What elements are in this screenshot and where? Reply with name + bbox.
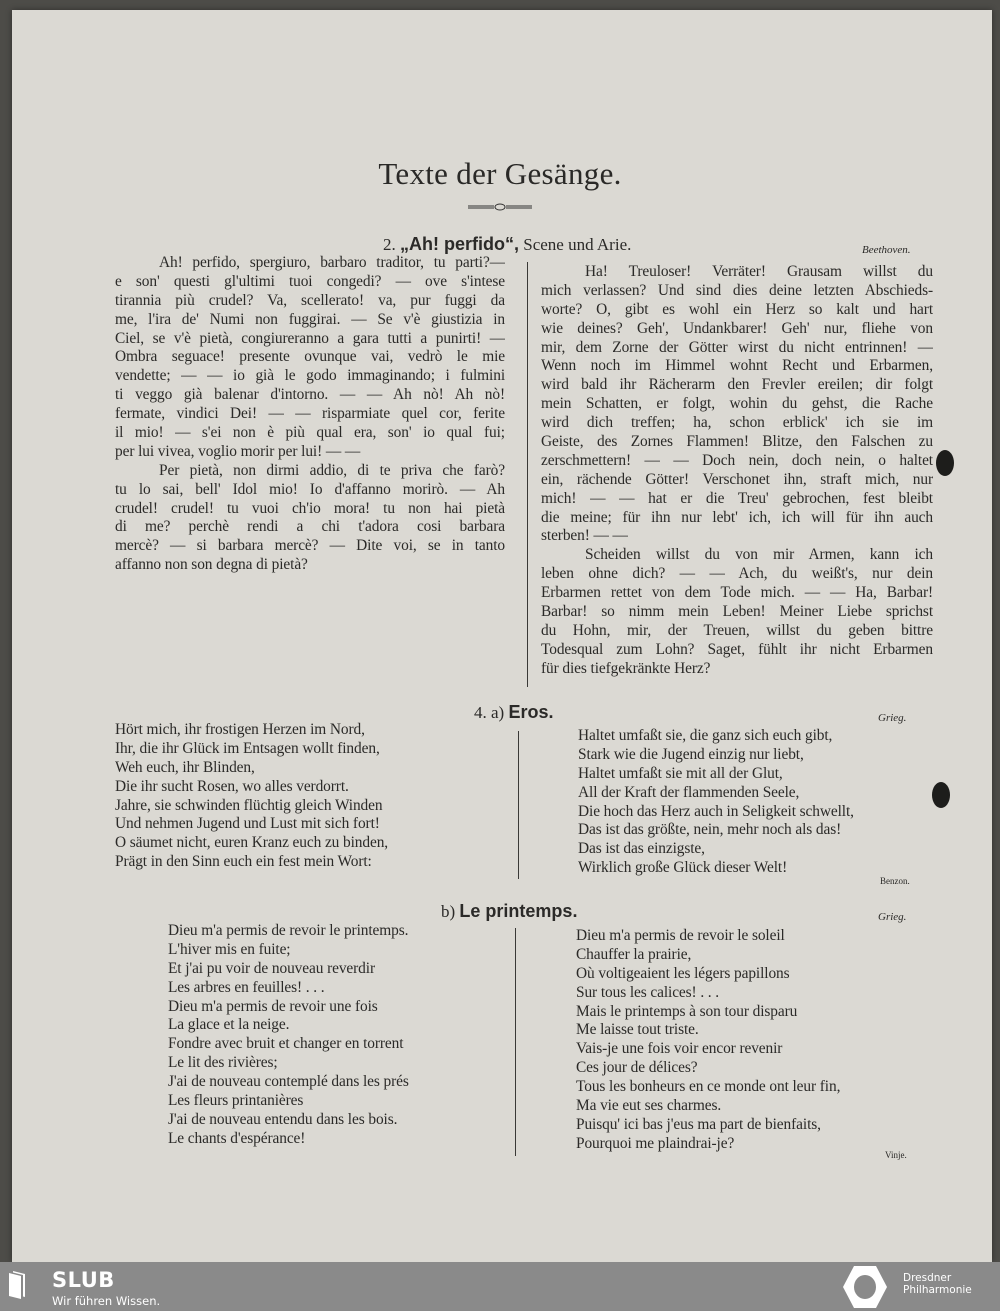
section-number: 4. a): [474, 703, 505, 722]
partner-line2: Philharmonie: [903, 1284, 972, 1296]
translator-vinje: Vinje.: [885, 1150, 907, 1160]
text-line: Stark wie die Jugend einzig nur liebt,: [578, 745, 804, 763]
slub-logo-text: SLUB: [52, 1268, 115, 1292]
slub-slogan: Wir führen Wissen.: [52, 1294, 161, 1308]
punch-hole: [936, 450, 954, 476]
text-line: Ah! perfido, spergiuro, barbaro traditor, tu parti?—: [159, 254, 505, 271]
column-divider: [527, 262, 528, 687]
section-heading-eros: [474, 702, 554, 723]
text-line: Per pietà, non dirmi addio, di te priva che farò?: [159, 461, 505, 479]
punch-hole: [932, 782, 950, 808]
eros-left-stanza: [115, 721, 388, 872]
text-line: affanno non son degna di pietà?: [115, 556, 308, 574]
text-line: Ombra seguace! presente ovunque vai, vedrò le mie: [115, 348, 505, 366]
text-line: Ma vie eut ses charmes.: [576, 1097, 722, 1115]
text-line: Sur tous les calices! . . .: [576, 983, 720, 1001]
section-name: Eros.: [508, 702, 554, 722]
text-line: Ihr, die ihr Glück im Entsagen wollt finden,: [115, 739, 380, 757]
text-line: J'ai de nouveau contemplé dans les prés: [168, 1073, 409, 1091]
text-line: crudel! crudel! tu vuoi ch'io mora! tu non hai pietà: [115, 499, 505, 517]
text-line: tu lo sai, bell' Idol mio! Io d'affanno morirò. — Ah: [115, 480, 505, 498]
composer-grieg: Grieg.: [878, 911, 907, 923]
text-line: Hört mich, ihr frostigen Herzen im Nord,: [115, 721, 365, 738]
text-line: worte? O, gibt es wohl ein Herz so kalt und hart: [541, 300, 933, 318]
printemps-right-stanza: [576, 927, 840, 1154]
text-line: Dieu m'a permis de revoir le soleil: [576, 927, 785, 944]
text-line: Das ist das einzigste,: [578, 840, 705, 858]
slub-book-icon: [7, 1270, 27, 1300]
text-line: Pourquoi me plaindrai-je?: [576, 1134, 735, 1152]
title-ornament: [468, 203, 532, 211]
section-name: „Ah! perfido“,: [400, 234, 519, 254]
text-line: e son' questi gl'ultimi tuoi congedi? — ove s'intese: [115, 272, 505, 290]
translator-benzon: Benzon.: [880, 876, 910, 886]
text-line: Barbar! so nimm mein Leben! Meiner Liebe sprichst: [541, 603, 933, 621]
composer-beethoven: Beethoven.: [862, 244, 911, 256]
text-line: Les fleurs printanières: [168, 1092, 304, 1110]
text-line: zerschmettern! — — Doch nein, doch nein, o haltet: [541, 451, 933, 469]
printemps-left-stanza: [168, 922, 409, 1149]
column-divider: [518, 731, 519, 879]
section-name: Le printemps.: [459, 901, 578, 921]
text-line: mir, dem Zorne der Götter wirst du nicht entrinnen! —: [541, 338, 933, 356]
text-line: wird dich treffen; ha, schon erblick' ich sie im: [541, 414, 933, 432]
text-line: All der Kraft der flammenden Seele,: [578, 783, 800, 801]
text-line: Die hoch das Herz auch in Seligkeit schwellt,: [578, 802, 854, 820]
text-line: Mais le printemps à son tour disparu: [576, 1002, 798, 1020]
section-subtitle: Scene und Arie.: [523, 235, 632, 254]
text-line: Haltet umfaßt sie, die ganz sich euch gibt,: [578, 727, 833, 744]
perfido-italian-text: [115, 254, 505, 575]
text-line: Scheiden willst du von mir Armen, kann ich: [585, 546, 933, 564]
text-line: Me laisse tout triste.: [576, 1021, 699, 1039]
text-line: Et j'ai pu voir de nouveau reverdir: [168, 959, 375, 977]
text-line: mich verlassen? Und sind dies deine letzten Abschieds-: [541, 281, 933, 299]
section-heading-perfido: [383, 234, 631, 255]
text-line: Erbarmen rettet von dem Tode mich. — — Ha, Barbar!: [541, 584, 933, 602]
text-line: mich! — — hat er die Treu' gebrochen, fest bleibt: [541, 489, 933, 507]
text-line: wird bald ihr Rächerarm den Frevler ereilen; dir folgt: [541, 376, 933, 394]
column-divider: [515, 928, 516, 1156]
text-line: Le chants d'espérance!: [168, 1129, 306, 1147]
text-line: me, l'ira de' Numi non fuggirai. — Se v'è giustizia in: [115, 310, 505, 328]
text-line: Dieu m'a permis de revoir le printemps.: [168, 922, 409, 939]
text-line: leben ohne dich? — — Ach, du weißt's, nur dein: [541, 565, 933, 583]
section-number: b): [441, 902, 456, 921]
text-line: Geiste, des Zornes Flammen! Blitze, den Falschen zu: [541, 433, 933, 451]
text-line: die meine; für ihn nur lebt' ich, ich will für ihn auch: [541, 508, 933, 526]
text-line: mein Schatten, er folgt, wohin du gehst, die Rache: [541, 395, 933, 413]
text-line: Ha! Treuloser! Verräter! Grausam willst du: [585, 263, 933, 280]
text-line: O säumet nicht, euren Kranz euch zu binden,: [115, 834, 389, 852]
text-line: Vais-je une fois voir encor revenir: [576, 1040, 783, 1058]
text-line: il mio! — s'ei non è più qual era, son' io qual fui;: [115, 424, 505, 442]
text-line: Puisqu' ici bas j'eus ma part de bienfaits,: [576, 1115, 821, 1133]
text-line: fermate, vindici Dei! — — risparmiate quel cor, ferite: [115, 405, 505, 423]
text-line: Jahre, sie schwinden flüchtig gleich Winden: [115, 796, 383, 814]
text-line: Weh euch, ihr Blinden,: [115, 758, 255, 776]
text-line: Tous les bonheurs en ce monde ont leur fin,: [576, 1078, 841, 1096]
text-line: Où voltigeaient les légers papillons: [576, 964, 790, 982]
text-line: tirannia più crudel? Va, scellerato! va, pur fuggi da: [115, 291, 505, 309]
text-line: Ciel, se v'è pietà, congiureranno a gara tutti a punirti! —: [115, 329, 505, 347]
text-line: du Hohn, mir, der Treuen, willst du geben bittre: [541, 621, 933, 639]
footer-bar: [0, 1262, 1000, 1311]
text-line: Und nehmen Jugend und Lust mit sich fort!: [115, 815, 380, 833]
text-line: Le lit des rivières;: [168, 1054, 278, 1072]
text-line: Ces jour de délices?: [576, 1059, 698, 1077]
text-line: J'ai de nouveau entendu dans les bois.: [168, 1110, 398, 1128]
text-line: vendette; — — io già le godo immaginando; i fulmini: [115, 367, 505, 385]
text-line: Chauffer la prairie,: [576, 945, 692, 963]
text-line: Die ihr sucht Rosen, wo alles verdorrt.: [115, 777, 349, 795]
text-line: Les arbres en feuilles! . . .: [168, 978, 325, 996]
text-line: für dies tiefgekränkte Herz?: [541, 659, 711, 677]
text-line: Todesqual zum Lohn? Saget, fühlt ihr nicht Erbarmen: [541, 640, 933, 658]
text-line: La glace et la neige.: [168, 1016, 290, 1034]
text-line: sterben! — —: [541, 527, 628, 545]
composer-grieg: Grieg.: [878, 712, 907, 724]
philharmonie-name: [903, 1272, 972, 1296]
text-line: Prägt in den Sinn euch ein fest mein Wort:: [115, 853, 372, 871]
section-number: 2.: [383, 235, 396, 254]
text-line: mercè? — si barbara mercè? — Dite voi, se in tanto: [115, 537, 505, 555]
page-title: Texte der Gesänge.: [378, 156, 622, 191]
text-line: Das ist das größte, nein, mehr noch als das!: [578, 821, 842, 839]
text-line: Dieu m'a permis de revoir une fois: [168, 997, 378, 1015]
text-line: ein, rächende Götter! Verschonet ihn, straft mich, nur: [541, 470, 933, 488]
text-line: di me? perchè rendi a chi t'adora cosi barbara: [115, 518, 505, 536]
philharmonie-logo-icon: [842, 1265, 888, 1309]
text-line: per lui vivea, voglio morir per lui! — —: [115, 442, 361, 460]
text-line: ti veggo già balenar d'intorno. — — Ah nò! Ah nò!: [115, 386, 505, 404]
eros-right-stanza: [578, 727, 854, 878]
perfido-german-text: [541, 263, 933, 679]
text-line: Wirklich große Glück dieser Welt!: [578, 859, 788, 877]
text-line: wie deines? Geh', Undankbarer! Geh' nur, fliehe von: [541, 319, 933, 337]
text-line: Fondre avec bruit et changer en torrent: [168, 1035, 404, 1053]
text-line: Haltet umfaßt sie mit all der Glut,: [578, 764, 783, 782]
section-heading-printemps: [441, 901, 577, 922]
text-line: Wenn noch im Himmel wohnt Recht und Erbarmen,: [541, 357, 933, 375]
text-line: L'hiver mis en fuite;: [168, 940, 291, 958]
partner-line1: Dresdner: [903, 1272, 952, 1284]
